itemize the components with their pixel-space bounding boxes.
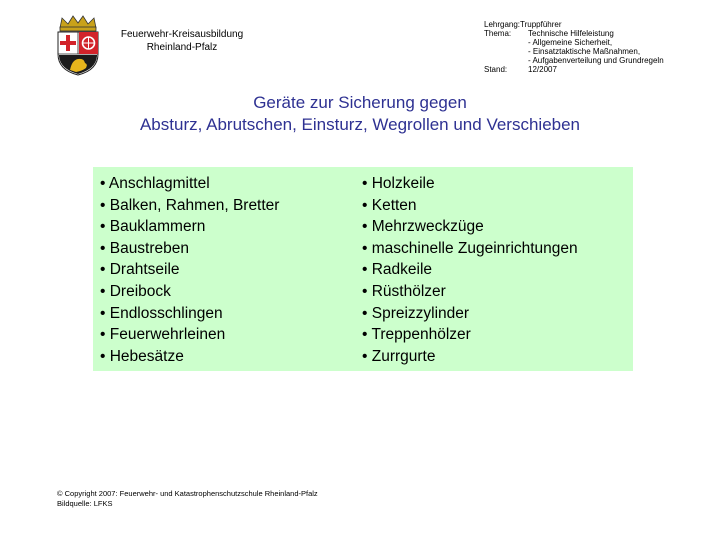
topic-line: - Allgemeine Sicherheit, [528, 38, 613, 47]
topic-label: Thema: [484, 29, 512, 38]
organization-line-1: Feuerwehr-Kreisausbildung [120, 29, 244, 40]
list-item: • Treppenhölzer [362, 326, 471, 344]
course-label: Lehrgang: [484, 20, 521, 29]
topic-line: - Aufgabenverteilung und Grundregeln [528, 56, 664, 65]
copyright-text: © Copyright 2007: Feuerwehr- und Katastrophenschutzschule Rheinland-Pfalz [57, 489, 318, 498]
list-item: • Hebesätze [100, 347, 184, 365]
date-label: Stand: [484, 65, 508, 74]
list-item: • Balken, Rahmen, Bretter [100, 196, 280, 214]
date-value: 12/2007 [528, 65, 557, 74]
course-meta [484, 20, 664, 74]
organization-name [112, 28, 252, 54]
topic-line: Technische Hilfeleistung [528, 29, 614, 38]
course-value: Truppführer [520, 20, 562, 29]
image-source-text: Bildquelle: LFKS [57, 499, 113, 508]
equipment-panel [93, 167, 633, 371]
title-line-1: Geräte zur Sicherung gegen [253, 93, 467, 112]
list-item: • maschinelle Zugeinrichtungen [362, 239, 578, 257]
coat-of-arms-icon [54, 14, 102, 76]
topic-row-4 [484, 56, 664, 65]
topic-row-3 [484, 47, 664, 56]
equipment-list-right [362, 173, 578, 367]
list-item: • Rüsthölzer [362, 282, 446, 300]
list-item: • Dreibock [100, 282, 171, 300]
list-item: • Bauklammern [100, 218, 206, 236]
list-item: • Feuerwehrleinen [100, 326, 226, 344]
list-item: • Drahtseile [100, 261, 180, 279]
spacer [484, 56, 528, 65]
list-item: • Anschlagmittel [100, 175, 210, 192]
organization-line-2: Rheinland-Pfalz [146, 42, 218, 53]
list-item: • Radkeile [362, 261, 433, 279]
title-line-2: Absturz, Abrutschen, Einsturz, Wegrollen und Verschieben [139, 115, 581, 134]
list-item: • Baustreben [100, 239, 190, 257]
topic-row [484, 29, 664, 38]
equipment-list-left [100, 173, 279, 367]
spacer [484, 38, 528, 47]
topic-line: - Einsatztaktische Maßnahmen, [528, 47, 641, 56]
spacer [484, 47, 528, 56]
footer [57, 489, 318, 509]
list-item: • Mehrzweckzüge [362, 218, 484, 236]
list-item: • Holzkeile [362, 175, 435, 192]
list-item: • Ketten [362, 196, 417, 214]
date-row [484, 65, 664, 74]
list-item: • Endlosschlingen [100, 304, 223, 322]
list-item: • Zurrgurte [362, 347, 436, 365]
list-item: • Spreizzylinder [362, 304, 470, 322]
topic-row-2 [484, 38, 664, 47]
slide-title [0, 92, 720, 136]
course-row [484, 20, 664, 29]
